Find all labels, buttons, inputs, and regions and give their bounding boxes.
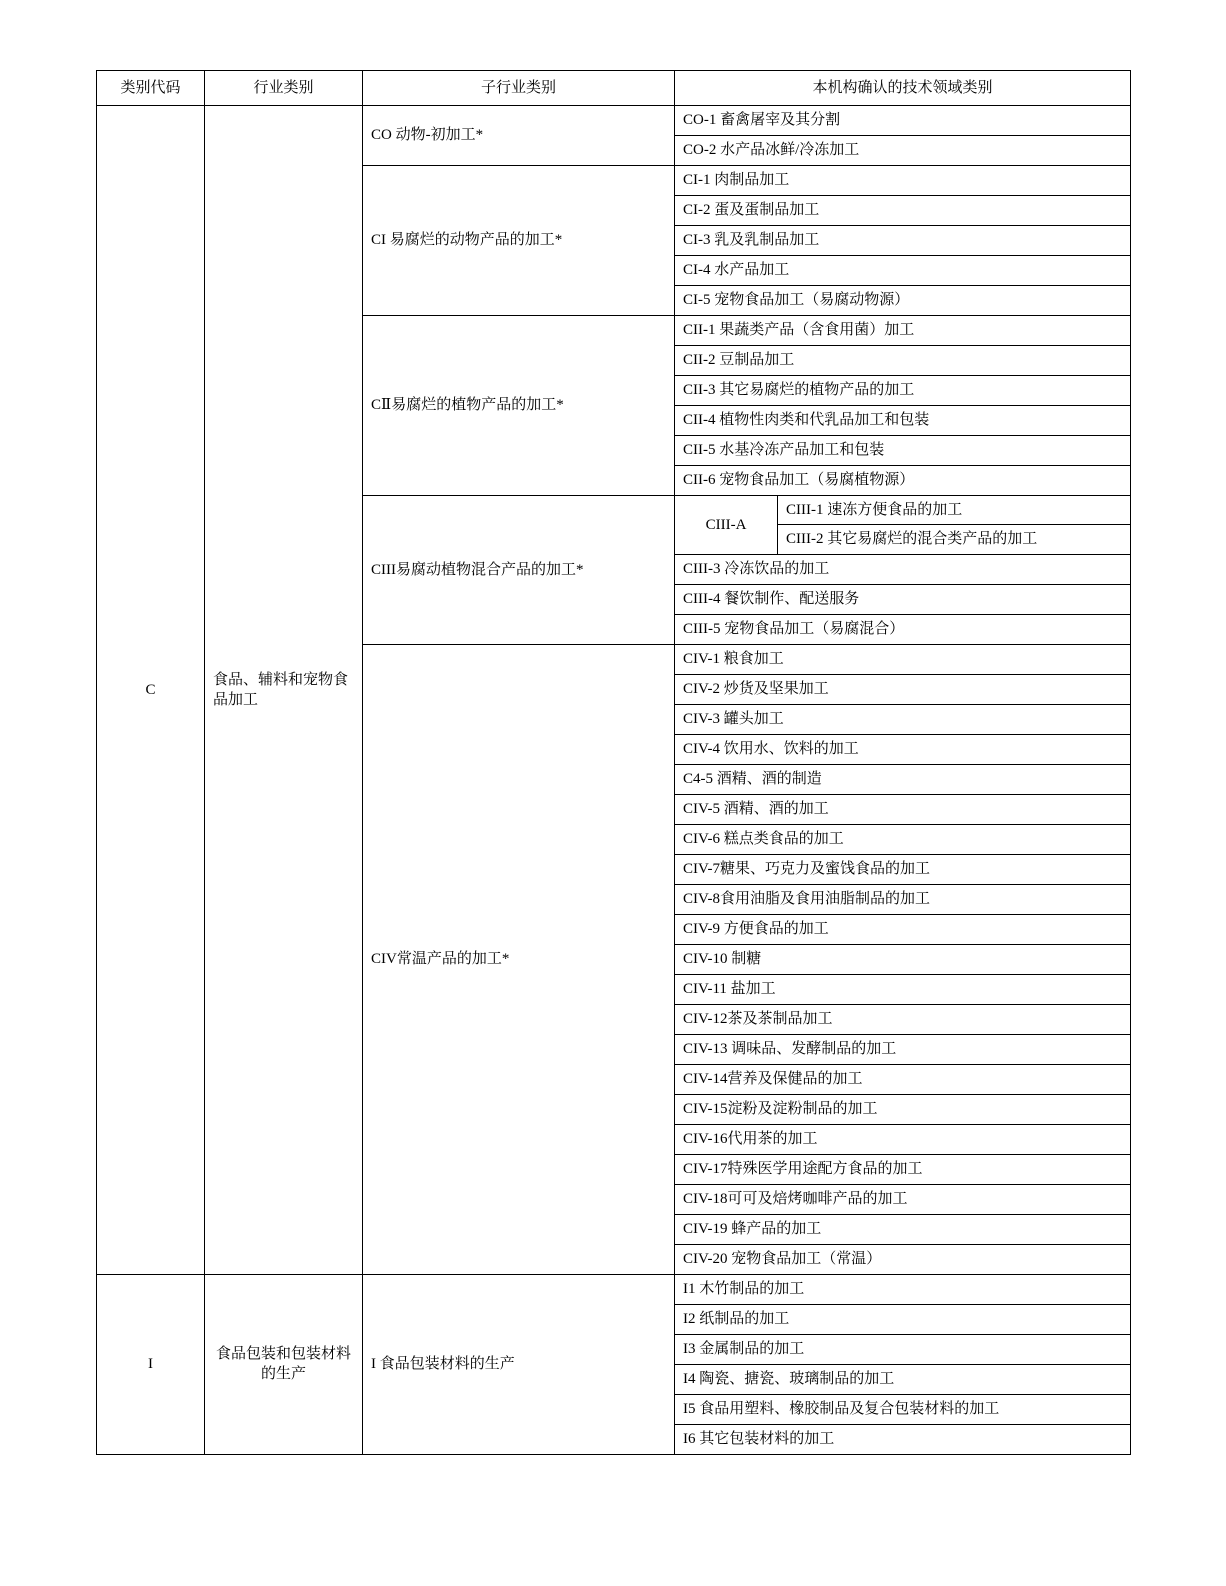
tech-field-cell: CI-5 宠物食品加工（易腐动物源） [675, 286, 1131, 316]
tech-field-cell: CIV-16代用茶的加工 [675, 1124, 1131, 1154]
tech-field-cell: CIV-18可可及焙烤咖啡产品的加工 [675, 1184, 1131, 1214]
tech-field-cell: CI-2 蛋及蛋制品加工 [675, 196, 1131, 226]
tech-field-cell: CIV-15淀粉及淀粉制品的加工 [675, 1094, 1131, 1124]
tech-field-cell: CIV-5 酒精、酒的加工 [675, 794, 1131, 824]
table-header-row [97, 71, 1131, 106]
tech-field-cell: CIV-20 宠物食品加工（常温） [675, 1244, 1131, 1274]
sub-industry-cell: CⅡ易腐烂的植物产品的加工* [363, 316, 675, 496]
tech-field-group-label: CIII-A [675, 496, 778, 554]
sub-industry-cell: CIV常温产品的加工* [363, 644, 675, 1274]
tech-field-cell: CII-4 植物性肉类和代乳品加工和包装 [675, 406, 1131, 436]
table-body [97, 106, 1131, 1455]
tech-field-cell: CIII-5 宠物食品加工（易腐混合） [675, 614, 1131, 644]
tech-field-cell: CO-1 畜禽屠宰及其分割 [675, 106, 1131, 136]
tech-field-cell: C4-5 酒精、酒的制造 [675, 764, 1131, 794]
tech-field-cell: CIV-2 炒货及坚果加工 [675, 674, 1131, 704]
tech-field-cell: CIV-10 制糖 [675, 944, 1131, 974]
tech-field-cell: CIV-4 饮用水、饮料的加工 [675, 734, 1131, 764]
tech-field-cell: CIV-9 方便食品的加工 [675, 914, 1131, 944]
sub-industry-cell: CI 易腐烂的动物产品的加工* [363, 166, 675, 316]
table-row [675, 496, 1130, 525]
category-code-cell: C [97, 106, 205, 1275]
tech-field-cell: CI-1 肉制品加工 [675, 166, 1131, 196]
header-sub-industry-category: 子行业类别 [363, 71, 675, 106]
tech-field-group-cell [675, 496, 1131, 555]
tech-field-cell: CIV-8食用油脂及食用油脂制品的加工 [675, 884, 1131, 914]
header-industry-category: 行业类别 [205, 71, 363, 106]
tech-field-cell: CI-4 水产品加工 [675, 256, 1131, 286]
table-header [97, 71, 1131, 106]
tech-field-cell: CIV-17特殊医学用途配方食品的加工 [675, 1154, 1131, 1184]
tech-field-cell: CIV-7糖果、巧克力及蜜饯食品的加工 [675, 854, 1131, 884]
tech-field-cell: CI-3 乳及乳制品加工 [675, 226, 1131, 256]
tech-field-cell: CIV-12茶及茶制品加工 [675, 1004, 1131, 1034]
tech-field-cell: I2 纸制品的加工 [675, 1304, 1131, 1334]
table-row [97, 106, 1131, 136]
tech-field-cell: CIV-6 糕点类食品的加工 [675, 824, 1131, 854]
tech-field-cell: CII-6 宠物食品加工（易腐植物源） [675, 466, 1131, 496]
tech-field-cell: CIII-4 餐饮制作、配送服务 [675, 584, 1131, 614]
tech-field-cell: I6 其它包装材料的加工 [675, 1424, 1131, 1454]
category-code-cell: I [97, 1274, 205, 1454]
tech-field-cell: CIII-3 冷冻饮品的加工 [675, 554, 1131, 584]
industry-category-cell: 食品、辅料和宠物食品加工 [205, 106, 363, 1275]
tech-field-cell: I3 金属制品的加工 [675, 1334, 1131, 1364]
sub-industry-cell: I 食品包装材料的生产 [363, 1274, 675, 1454]
sub-industry-cell: CO 动物-初加工* [363, 106, 675, 166]
tech-field-cell: I1 木竹制品的加工 [675, 1274, 1131, 1304]
tech-field-cell: CIV-3 罐头加工 [675, 704, 1131, 734]
tech-field-cell: CO-2 水产品冰鲜/冷冻加工 [675, 136, 1131, 166]
header-tech-field-category: 本机构确认的技术领域类别 [675, 71, 1131, 106]
tech-field-cell: CIV-11 盐加工 [675, 974, 1131, 1004]
tech-field-cell: CIII-1 速冻方便食品的加工 [778, 496, 1131, 525]
table-row [97, 1274, 1131, 1304]
tech-field-cell: CIV-13 调味品、发酵制品的加工 [675, 1034, 1131, 1064]
tech-field-cell: CII-1 果蔬类产品（含食用菌）加工 [675, 316, 1131, 346]
tech-field-cell: I5 食品用塑料、橡胶制品及复合包装材料的加工 [675, 1394, 1131, 1424]
tech-field-cell: CII-3 其它易腐烂的植物产品的加工 [675, 376, 1131, 406]
tech-field-cell: I4 陶瓷、搪瓷、玻璃制品的加工 [675, 1364, 1131, 1394]
tech-field-cell: CII-5 水基冷冻产品加工和包装 [675, 436, 1131, 466]
header-category-code: 类别代码 [97, 71, 205, 106]
industry-category-cell: 食品包装和包装材料的生产 [205, 1274, 363, 1454]
tech-field-cell: CII-2 豆制品加工 [675, 346, 1131, 376]
sub-industry-cell: CIII易腐动植物混合产品的加工* [363, 496, 675, 645]
industry-category-table [96, 70, 1131, 1455]
tech-field-cell: CIV-19 蜂产品的加工 [675, 1214, 1131, 1244]
tech-field-cell: CIII-2 其它易腐烂的混合类产品的加工 [778, 525, 1131, 554]
tech-field-cell: CIV-14营养及保健品的加工 [675, 1064, 1131, 1094]
tech-field-cell: CIV-1 粮食加工 [675, 644, 1131, 674]
